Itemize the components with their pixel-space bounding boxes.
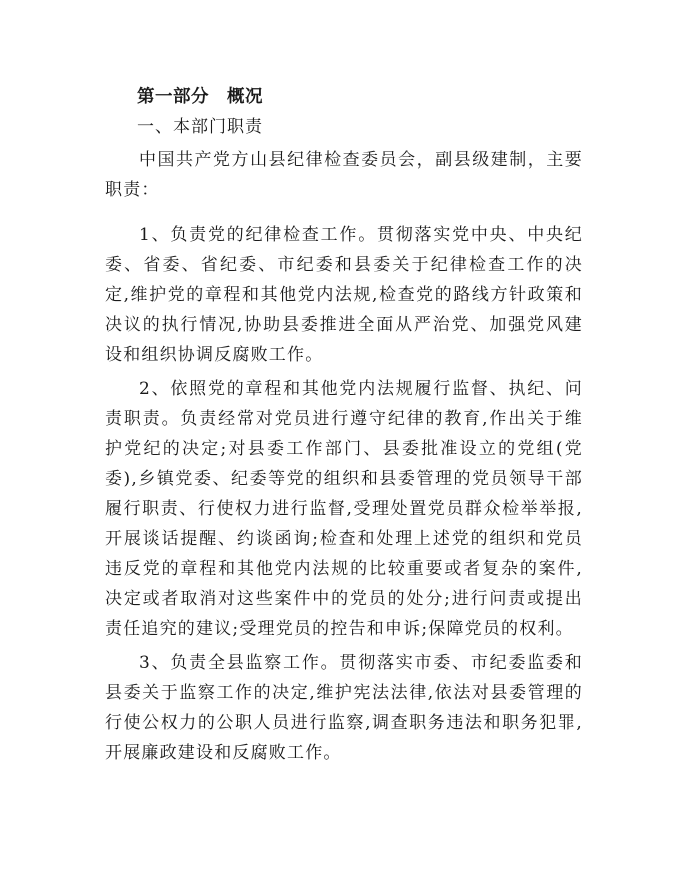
intro-paragraph: 中国共产党方山县纪律检查委员会，副县级建制，主要职责： — [105, 150, 583, 200]
duty-item-1: 1、负责党的纪律检查工作。贯彻落实党中央、中央纪委、省委、省纪委、市纪委和县委关于纪律检查工作的决定,维护党的章程和其他党内法规,检查党的路线方针政策和决议的执行情况,协助县委推进全面从严治党、加强党风建设和组织协调反腐败工作。 — [105, 225, 583, 365]
section-heading: 第一部分 概况 — [137, 87, 263, 107]
duty-item-3: 3、负责全县监察工作。贯彻落实市委、市纪委监委和县委关于监察工作的决定,维护宪法法律,依法对县委管理的行使公权力的公职人员进行监察,调查职务违法和职务犯罪,开展廉政建设和反腐败工作。 — [105, 653, 583, 763]
document-body — [105, 82, 583, 768]
duty-item-2: 2、依照党的章程和其他党内法规履行监督、执纪、问责职责。负责经常对党员进行遵守纪律的教育,作出关于维护党纪的决定;对县委工作部门、县委批准设立的党组(党委),乡镇党委、纪委等党的组织和县委管理的党员领导干部履行职责、行使权力进行监督,受理处置党员群众检举举报,开展谈话提醒、约谈函询;检查和处理上述党的组织和党员违反党的章程和其他党内法规的比较重要或者复杂的案件,决定或者取消对这些案件中的党员的处分;进行问责或提出责任追究的建议;受理党员的控告和申诉;保障党员的权利。 — [105, 379, 583, 639]
subsection-heading: 一、本部门职责 — [137, 117, 263, 137]
